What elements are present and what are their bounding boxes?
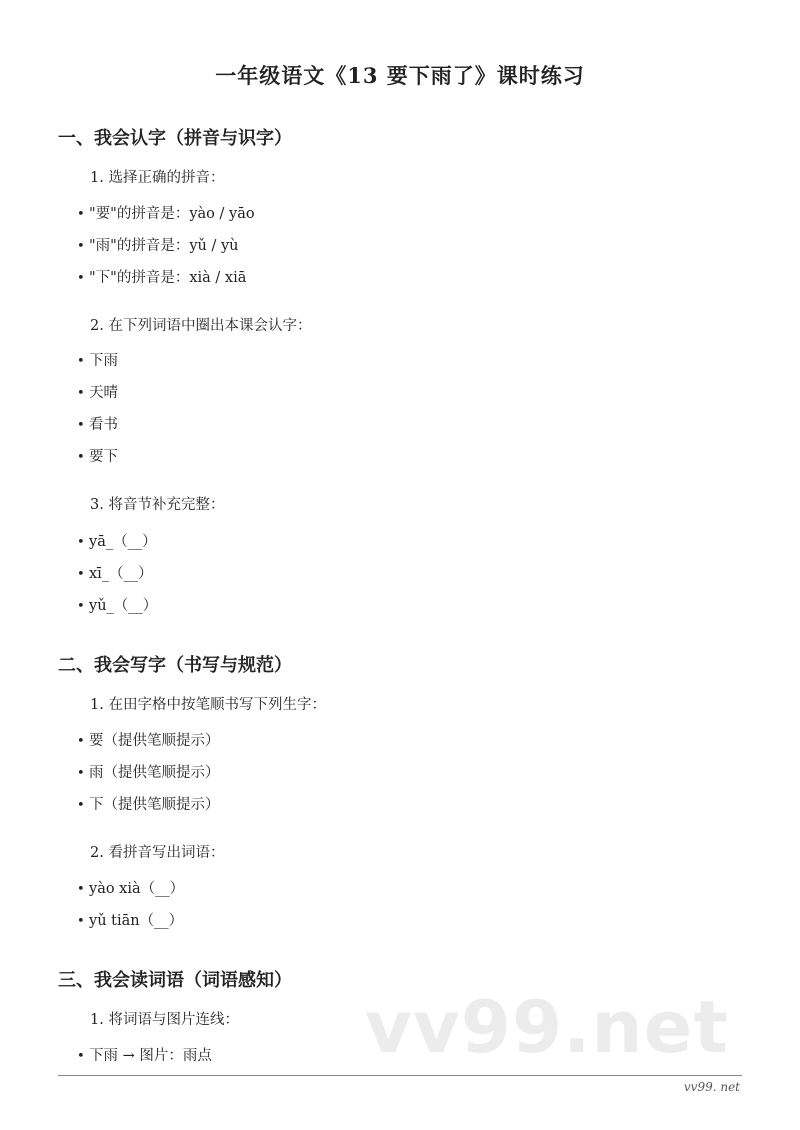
bullet-icon: •: [77, 734, 85, 749]
question-3-1: 1. 将词语与图片连线：: [90, 1012, 239, 1028]
bullet-icon: •: [77, 271, 85, 286]
section-heading-1: 一、我会认字（拼音与识字）: [58, 128, 292, 149]
section-heading-2: 二、我会写字（书写与规范）: [58, 655, 292, 676]
list-item: • xī_（__）: [77, 566, 153, 582]
list-item: • "下"的拼音是：xià / xiā: [77, 270, 247, 286]
bullet-icon: •: [77, 386, 85, 401]
question-1-3: 3. 将音节补充完整：: [90, 497, 225, 513]
bullet-icon: •: [77, 567, 85, 582]
question-2-2: 2. 看拼音写出词语：: [90, 845, 225, 861]
bullet-icon: •: [77, 450, 85, 465]
page-title: 一年级语文《13 要下雨了》课时练习: [215, 63, 585, 88]
list-item: • yā_（__）: [77, 534, 157, 550]
list-item: • yǔ_（__）: [77, 598, 158, 614]
list-item: • yào xià（__）: [77, 881, 185, 897]
list-item: • 下雨 → 图片：雨点: [77, 1048, 212, 1064]
section-heading-3: 三、我会读词语（词语感知）: [58, 970, 292, 991]
bullet-icon: •: [77, 1049, 85, 1064]
bullet-icon: •: [77, 882, 85, 897]
footer-divider: [58, 1075, 742, 1076]
bullet-icon: •: [77, 354, 85, 369]
list-item: • 要下: [77, 449, 118, 465]
bullet-icon: •: [77, 418, 85, 433]
question-1-1: 1. 选择正确的拼音：: [90, 170, 225, 186]
bullet-icon: •: [77, 766, 85, 781]
list-item: • "要"的拼音是：yào / yāo: [77, 206, 255, 222]
bullet-icon: •: [77, 599, 85, 614]
watermark: vv99.net: [365, 985, 729, 1069]
list-item: • 雨（提供笔顺提示）: [77, 765, 220, 781]
list-item: • 天晴: [77, 385, 118, 401]
question-2-1: 1. 在田字格中按笔顺书写下列生字：: [90, 697, 326, 713]
question-1-2: 2. 在下列词语中圈出本课会认字：: [90, 318, 312, 334]
bullet-icon: •: [77, 207, 85, 222]
bullet-icon: •: [77, 535, 85, 550]
list-item: • yǔ tiān（__）: [77, 913, 184, 929]
list-item: • 要（提供笔顺提示）: [77, 733, 220, 749]
bullet-icon: •: [77, 798, 85, 813]
bullet-icon: •: [77, 239, 85, 254]
list-item: • 看书: [77, 417, 118, 433]
list-item: • 下雨: [77, 353, 118, 369]
footer-source: vv99. net: [683, 1080, 740, 1094]
bullet-icon: •: [77, 914, 85, 929]
list-item: • "雨"的拼音是：yǔ / yù: [77, 238, 239, 254]
list-item: • 下（提供笔顺提示）: [77, 797, 220, 813]
